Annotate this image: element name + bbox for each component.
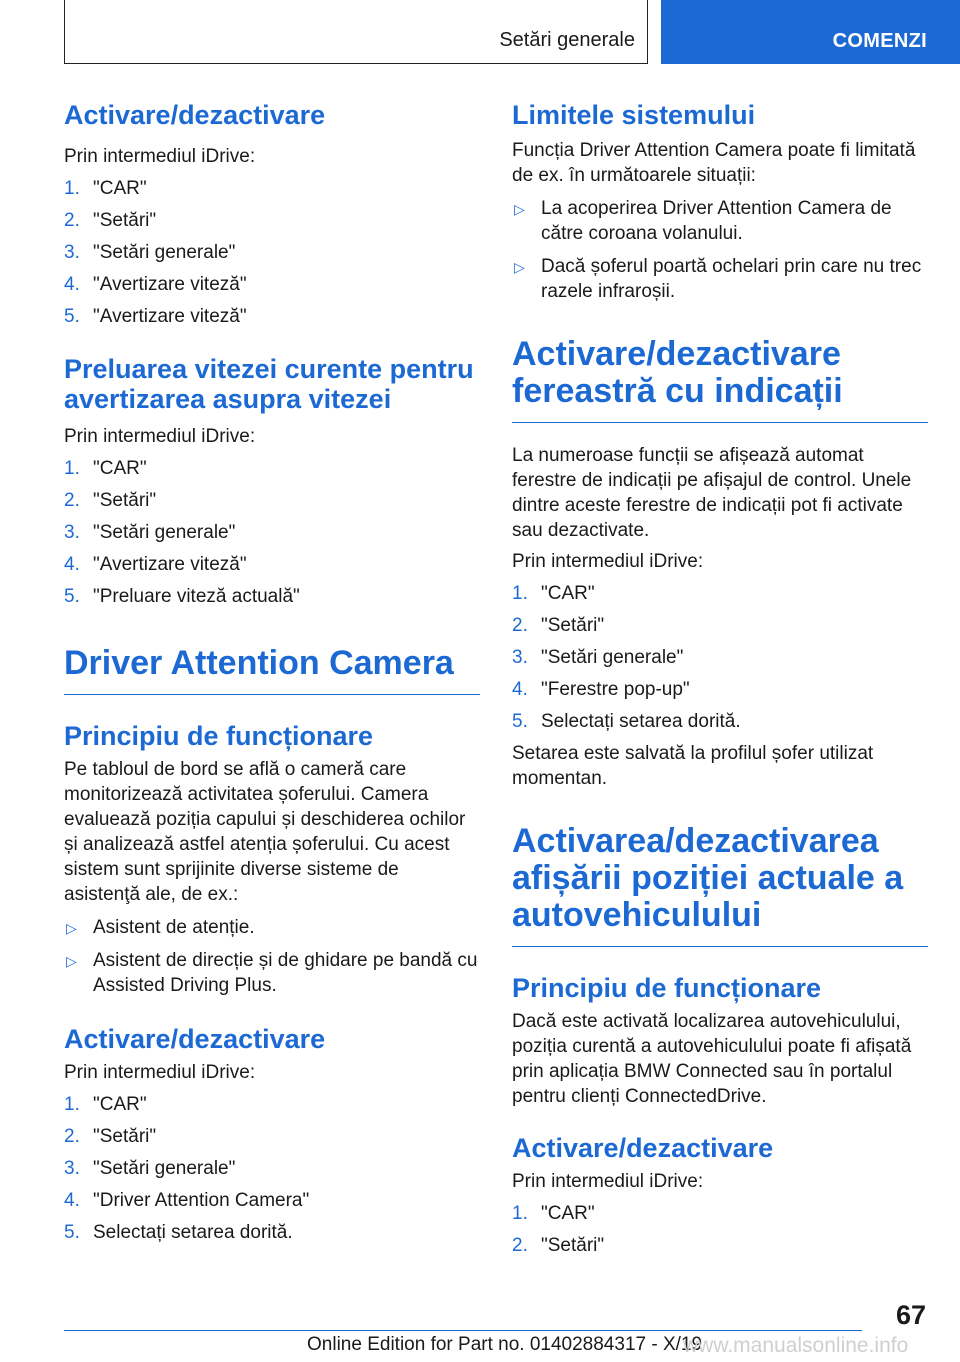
footer-edition: Online Edition for Part no. 01402884317 - X/19 [307,1334,703,1355]
triangle-bullet-icon: ▷ [514,201,525,217]
list-item: ▷ Asistent de atenție. [64,915,480,940]
paragraph-idrive: Prin intermediul iDrive: [64,426,256,447]
list-item: 1. "CAR" [512,1203,595,1224]
list-item: 2. "Setări" [64,210,157,231]
header-section-box [64,0,648,64]
triangle-bullet-icon: ▷ [66,953,77,969]
right-column [512,100,928,1258]
paragraph-idrive: Prin intermediul iDrive: [64,146,256,167]
list-item: 4. "Avertizare viteză" [64,274,247,295]
list-item: 2. "Setări" [64,1126,157,1147]
heading-activation: Activare/dezactivare [64,100,326,130]
heading-activation: Activare/dezactivare [64,1024,326,1054]
heading-activation: Activare/dezactivare [512,1133,774,1163]
list-item: 2. "Setări" [512,1235,605,1256]
list-item: ▷ Dacă șoferul poartă ochelari prin care nu trec razele infraroșii. [514,256,922,302]
triangle-bullet-icon: ▷ [66,920,77,936]
list-item: 1. "CAR" [512,583,595,604]
header-section-title: Setări generale [499,29,635,51]
footer-divider [64,1330,862,1331]
list-item: 4. "Ferestre pop-up" [512,679,690,700]
header-tab[interactable] [661,0,960,64]
steps-list-3 [64,1092,480,1245]
list-item: 5. Selectați setarea dorită. [512,711,741,732]
bullet-list [512,196,928,304]
list-item: 3. "Setări generale" [64,522,236,543]
section-title-driver-attention: Driver Attention Camera [64,645,480,695]
list-item: 1. "CAR" [64,178,147,199]
heading-principle: Principiu de funcționare [64,721,374,751]
paragraph-saved: Setarea este salvată la profilul șofer utilizat momentan. [512,743,874,789]
paragraph-position: Dacă este activată localizarea autovehiculului, poziția curentă a autovehiculului poate fi afișată prin aplicația BMW Connected sau în portalul pentru clienți ConnectedDrive. [512,1011,912,1107]
heading-speed-takeover: Preluarea vitezei curente pentru avertizarea asupra vitezei [64,354,474,414]
list-item: 5. Selectați setarea dorită. [64,1222,293,1243]
section-title-vehicle-position: Activarea/dezactivarea afișării poziției actuale a autovehiculului [512,823,928,947]
list-item: 1. "CAR" [64,1094,147,1115]
list-item: 3. "Setări generale" [64,242,236,263]
bullet-list [64,915,480,998]
steps-list-2 [64,456,480,609]
watermark: www.manualsonline.info [683,1334,909,1357]
list-item: 1. "CAR" [64,458,147,479]
section-title-popup-window: Activare/dezactivare fereastră cu indicații [512,336,928,423]
list-item: 4. "Avertizare viteză" [64,554,247,575]
steps-list-5 [512,1201,928,1258]
list-item: 5. "Preluare viteză actuală" [64,586,300,607]
list-item: 3. "Setări generale" [64,1158,236,1179]
heading-system-limits: Limitele sistemului [512,100,756,130]
steps-list-1 [64,176,480,329]
paragraph-idrive: Prin intermediul iDrive: [512,1171,704,1192]
steps-list-4 [512,581,928,734]
paragraph-idrive: Prin intermediul iDrive: [512,551,704,572]
triangle-bullet-icon: ▷ [514,259,525,275]
list-item: ▷ Asistent de direcție și de ghidare pe bandă cu Assisted Driving Plus. [66,950,478,996]
paragraph-limits: Funcția Driver Attention Camera poate fi limitată de ex. în următoarele situații: [512,140,916,186]
list-item: 3. "Setări generale" [512,647,684,668]
list-item: 2. "Setări" [512,615,605,636]
page-number: 67 [895,1300,926,1330]
paragraph-popup: La numeroase funcții se afișează automat ferestre de indicații pe afișajul de control. Unele dintre aceste ferestre de indicații pot fi activate sau dezactivate. [512,445,912,541]
list-item: 4. "Driver Attention Camera" [64,1190,310,1211]
heading-principle: Principiu de funcționare [512,973,822,1003]
paragraph-idrive: Prin intermediul iDrive: [64,1062,256,1083]
list-item: ▷ La acoperirea Driver Attention Camera de către coroana volanului. [514,198,892,244]
header-tab-label: COMENZI [832,30,927,52]
list-item: 2. "Setări" [64,490,157,511]
paragraph-principle: Pe tabloul de bord se află o cameră care monitorizează activitatea șoferului. Camera evaluează poziția capului și deschiderea ochilor și analizează astfel atenția șoferului. Cu acest sistem sunt sprijinite diverse sisteme de asistenţă ale, de ex.: [64,759,466,905]
left-column [64,100,480,1245]
list-item: 5. "Avertizare viteză" [64,306,247,327]
